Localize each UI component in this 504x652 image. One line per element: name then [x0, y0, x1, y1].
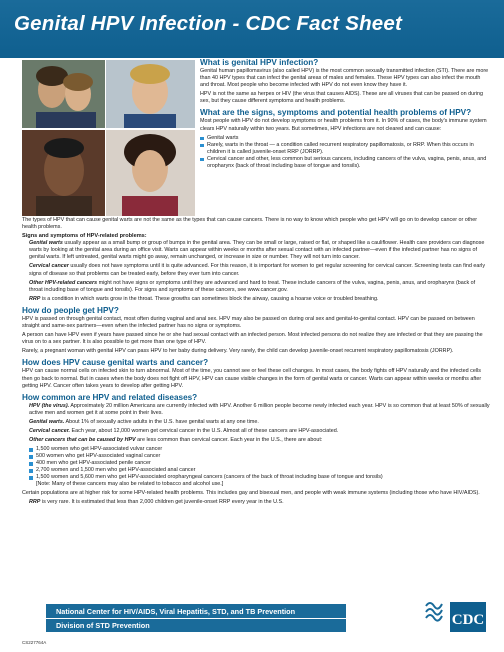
heading-what-is: What is genital HPV infection? [200, 58, 319, 67]
cdc-logo [420, 596, 490, 646]
hpv-virus-paragraph: HPV (the virus). Approximately 20 million Americans are currently infected with HPV. Another 6 million people become newly infected each year. HPV is so common that at least 50% of sexually active men and women get it at some point in their lives. [29, 402, 490, 416]
intro-column [200, 58, 490, 170]
list-item: Rarely, warts in the throat — a condition called recurrent respiratory papillomatosis, or RRP. When this occurs in children it is called juvenile-onset RRP (JORRP). [200, 142, 490, 156]
how-cause-paragraph: HPV can cause normal cells on infected skin to turn abnormal. Most of the time, you cannot see or feel these cell changes. In most cases, the body fights off HPV naturally and the infected cells then go back to normal. But in cases when the body does not fight off HPV, HPV can cause visible changes in the form of genital warts or cancer. Warts can appear within weeks or months after getting HPV. Cancer often takes years to develop after getting HPV. [22, 368, 482, 389]
signs-bullet-list [200, 135, 490, 170]
list-item: 1,500 women who get HPV-associated vulvar cancer [29, 446, 490, 453]
heading-how-cause: How does HPV cause genital warts and cancer? [22, 358, 209, 368]
other-cancers-paragraph: Other HPV-related cancers might not have signs or symptoms until they are advanced and hard to treat. These include cancers of the vulva, vagina, penis, anus, and oropharynx (back of throat including base of tongue and tonsils). For signs and symptoms of these cancers, see www.cancer.gov. [29, 279, 476, 293]
heading-signs: What are the signs, symptoms and potential health problems of HPV? [200, 108, 472, 118]
intro-paragraph-2: HPV is not the same as herpes or HIV (the virus that causes AIDS). These are all viruses that can be passed on during sex, but they cause different symptoms and health problems. [200, 91, 484, 105]
main-body [22, 217, 490, 508]
how-get-paragraph-3: Rarely, a pregnant woman with genital HPV can pass HPV to her baby during delivery. Very rarely, the child can develop juvenile-onset recurrent respiratory papillomatosis (JORRP). [22, 348, 454, 355]
photo-young-man [106, 60, 195, 128]
list-item: Cervical cancer and other, less common but serious cancers, including cancers of the vulva, vagina, penis, anus, and oropharynx (back of throat including base of tongue and tonsils). [200, 156, 490, 170]
list-item: Genital warts [200, 135, 490, 142]
page-title: Genital HPV Infection - CDC Fact Sheet [14, 12, 403, 35]
signs-paragraph: Most people with HPV do not develop symptoms or health problems from it. In 90% of cases, the body's immune system clears HPV naturally within two years. But sometimes, HPV infections are not cleared and can cause: [200, 118, 487, 132]
photo-woman [106, 130, 195, 216]
cervical-paragraph: Cervical cancer usually does not have symptoms until it is quite advanced. For this reason, it is important for women to get regular screening for cervical cancer. Screening tests can find early signs of disease so that problems can be treated early, before they ever turn into cancer. [29, 263, 486, 277]
photo-couple [22, 60, 105, 128]
document-code: CS227764A [22, 640, 47, 645]
cdc-logo-text: CDC [451, 612, 485, 628]
how-get-paragraph-1: HPV is passed on through genital contact, most often during vaginal and anal sex. HPV may also be passed on during oral sex and genital-to-genital contact. HPV can be passed on between straight and same-sex partners—even when the infected partner has no signs or symptoms. [22, 315, 475, 330]
note-text: [Note: Many of these cancers may also be related to tobacco and alcohol use.] [36, 481, 224, 488]
certain-populations-paragraph: Certain populations are at higher risk for some HPV-related health problems. This includes gay and bisexual men, and people with weak immune systems (including those who have HIV/AIDS). [22, 490, 480, 497]
footer-division-name: Division of STD Prevention [56, 621, 150, 630]
list-item: 1,500 women and 5,600 men who get HPV-associated oropharyngeal cancers (cancers of the back of throat including base of tongue and tonsils) [29, 474, 490, 481]
rrp-rare-paragraph: RRP is very rare. It is estimated that less than 2,000 children get juvenile-onset RRP every year in the U.S. [29, 499, 284, 506]
footer-bar-center [46, 604, 346, 618]
list-item: 2,700 women and 1,500 men who get HPV-associated anal cancer [29, 467, 490, 474]
header-banner [0, 0, 504, 58]
types-paragraph: The types of HPV that can cause genital warts are not the same as the types that can cause cancers. There is no way to know which people who get HPV will go on to develop cancer or other health problems. [22, 217, 478, 231]
signs-subheading: Signs and symptoms of HPV-related problems: [22, 233, 147, 240]
list-item: 500 women who get HPV-associated vaginal cancer [29, 453, 490, 460]
other-cancers-count-paragraph: Other cancers that can be caused by HPV are less common than cervical cancer. Each year in the U.S., there are about: [29, 437, 323, 444]
cervical-cancer-paragraph: Cervical cancer. Each year, about 12,000 women get cervical cancer in the U.S. Almost all of these cancers are HPV-associated. [29, 427, 339, 434]
genital-warts-paragraph: Genital warts. About 1% of sexually active adults in the U.S. have genital warts at any one time. [29, 418, 259, 425]
heading-how-get: How do people get HPV? [22, 305, 119, 315]
list-item: 400 men who get HPV-associated penile cancer [29, 460, 490, 467]
warts-paragraph: Genital warts usually appear as a small bump or group of bumps in the genital area. They can be small or large, raised or flat, or shaped like a cauliflower. Health care providers can diagnose warts by looking at the genital area during an office visit. Warts can appear within weeks or months after sexual contact with an infected partner—even if the infected partner has no signs of genital warts. If left untreated, genital warts might go away, remain unchanged, or increase in size or number. They will not turn into cancer. [29, 240, 485, 261]
rrp-paragraph: RRP is a condition in which warts grow in the throat. These growths can sometimes block the airway, causing a hoarse voice or troubled breathing. [29, 295, 379, 302]
cancer-count-list [22, 446, 490, 481]
footer-bar-division [46, 619, 346, 632]
intro-paragraph-1: Genital human papillomavirus (also called HPV) is the most common sexually transmitted infection (STI). There are more than 40 HPV types that can infect the genital areas of males and females. These HPV types can also infect the mouth and throat. Most people who become infected with HPV do not even know they have it. [200, 68, 489, 89]
how-get-paragraph-2: A person can have HPV even if years have passed since he or she had sexual contact with an infected person. Most infected persons do not realize they are infected or that they are passing the virus on to a sex partner. It is also possible to get more than one type of HPV. [22, 332, 483, 346]
photo-man [22, 130, 105, 216]
heading-how-common: How common are HPV and related diseases? [22, 392, 198, 402]
footer-center-name: National Center for HIV/AIDS, Viral Hepatitis, STD, and TB Prevention [56, 607, 296, 616]
